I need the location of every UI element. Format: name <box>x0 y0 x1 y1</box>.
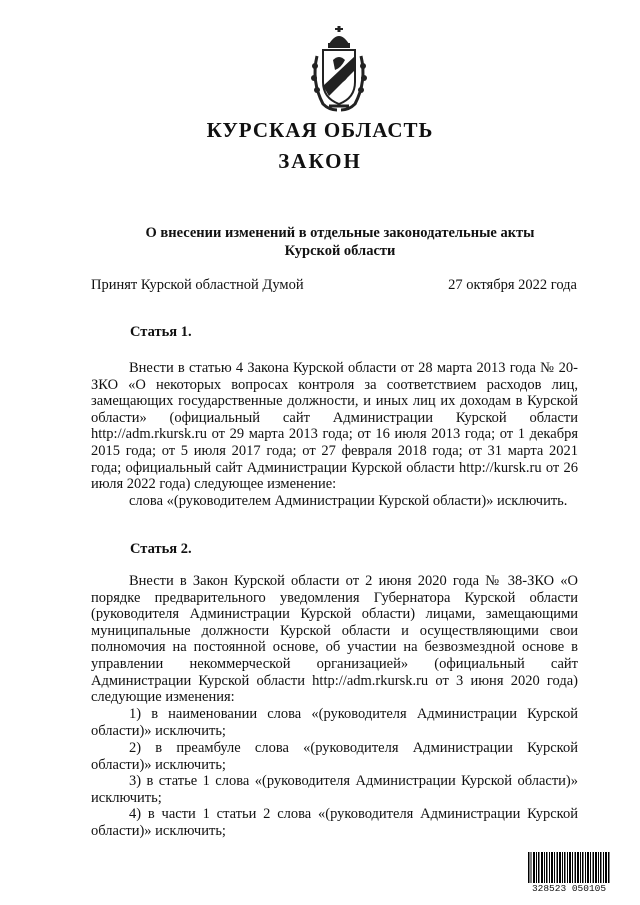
article-2-heading: Статья 2. <box>130 541 192 557</box>
law-subject <box>90 224 590 260</box>
accepted-date: 27 октября 2022 года <box>448 277 577 293</box>
coat-of-arms-emblem <box>309 26 369 112</box>
article-1-change: слова «(руководителем Администрации Курской области)» исключить. <box>129 493 568 509</box>
region-title: КУРСКАЯ ОБЛАСТЬ <box>206 118 434 142</box>
article-2-item-1: 1) в наименовании слова «(руководителя Администрации Курской области)» исключить; <box>91 706 578 739</box>
article-2-intro: Внести в Закон Курской области от 2 июня 2020 года № 38-ЗКО «О порядке предварительного уведомления Губернатора Курской области (руководителя Администрации Курской области) лицами, замещающими муниципальные должности Курской области и осуществляющими свои полномочия на постоянной основе, об участии на безвозмездной основе в управлении некоммерческой организацией» (официальный сайт Администрации Курской области http://adm.rkursk.ru от 3 июня 2020 года) следующие изменения: <box>91 573 578 706</box>
law-subject-line1: О внесении изменений в отдельные законодательные акты <box>145 225 535 241</box>
article-2-item-3: 3) в статье 1 слова «(руководителя Администрации Курской области)» исключить; <box>91 773 578 806</box>
accepted-by: Принят Курской областной Думой <box>91 277 304 293</box>
article-1-paragraph: Внести в статью 4 Закона Курской области от 28 марта 2013 года № 20-ЗКО «О некоторых вопросах контроля за соответствием расходов лиц, замещающих государственные должности, и иных лиц их доходам в Курской области» (официальный сайт Администрации Курской области http://adm.rkursk.ru от 29 марта 2013 года; от 16 июля 2013 года; от 1 декабря 2015 года; от 5 июля 2017 года; от 27 февраля 2018 года; от 31 марта 2021 года; официальный сайт Администрации Курской области http://kursk.ru от 26 июля 2022 года) следующее изменение: <box>91 360 578 493</box>
article-1-heading: Статья 1. <box>130 324 192 340</box>
law-title: ЗАКОН <box>278 149 362 173</box>
law-subject-line2: Курской области <box>284 243 396 259</box>
article-2-item-2: 2) в преамбуле слова «(руководителя Администрации Курской области)» исключить; <box>91 740 578 773</box>
barcode-number: 328523 050105 <box>527 883 611 894</box>
article-2-item-4: 4) в части 1 статьи 2 слова «(руководителя Администрации Курской области)» исключить; <box>91 806 578 839</box>
